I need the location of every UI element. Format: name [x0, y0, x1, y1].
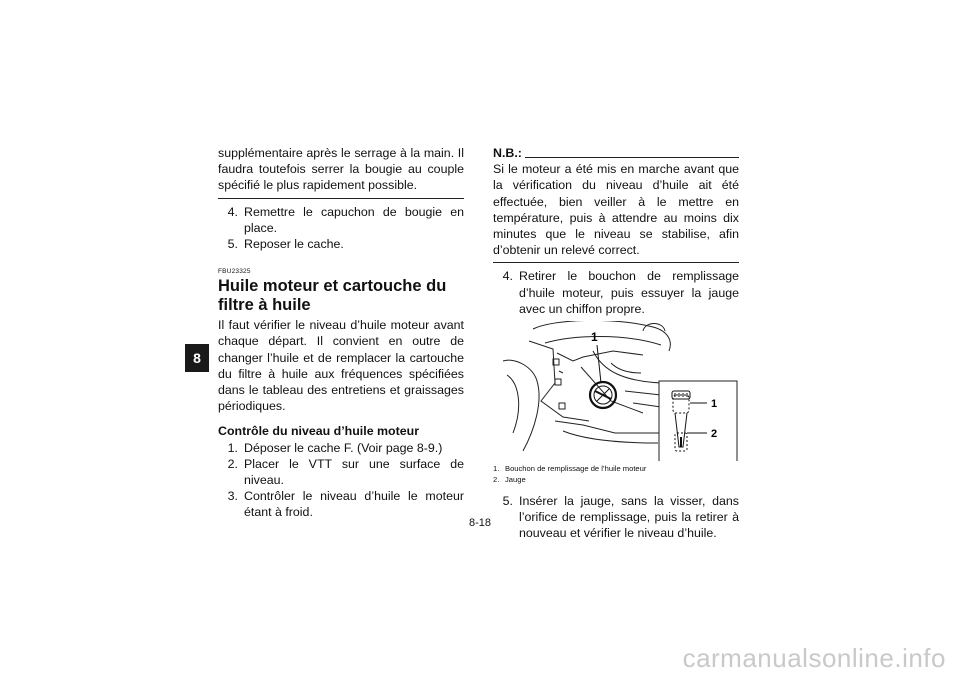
note-text: Si le moteur a été mis en marche avant que la vérification du niveau d’huile ait été effectuée, bien veiller à le mettre en température, puis à attendre au moins dix minutes que le niveau se stabilise, afin d’obtenir un relevé correct. [493, 162, 739, 258]
caption-text: Jauge [505, 475, 526, 485]
step-number: 5. [502, 494, 513, 509]
step-text: Contrôler le niveau d’huile le moteur étant à froid. [244, 489, 464, 520]
caption-item [493, 474, 739, 485]
divider [218, 198, 464, 199]
caption-number: 2. [493, 475, 500, 485]
subsection-heading: Contrôle du niveau d’huile moteur [218, 424, 420, 439]
reference-code: FBU23325 [218, 268, 251, 276]
right-column [493, 145, 739, 542]
caption-item [493, 463, 739, 474]
chapter-tab [185, 344, 209, 372]
caption-number: 1. [493, 464, 500, 474]
step-item [493, 268, 739, 317]
step-text: Remettre le capuchon de bougie en place. [244, 204, 464, 235]
step-text: Placer le VTT sur une surface de niveau. [244, 456, 464, 488]
step-number: 1. [227, 440, 238, 455]
note-label: N.B.: [493, 146, 522, 160]
note-header-line [525, 157, 739, 158]
watermark: carmanualsonline.info [682, 643, 946, 673]
chapter-tab-number: 8 [193, 350, 201, 366]
step-item [218, 204, 464, 236]
note-header [493, 145, 739, 161]
intro-paragraph: supplémentaire après le serrage à la main. Il faudra toutefois serrer la bougie au couple spécifié le plus rapidement possible. [218, 146, 464, 193]
caption-text: Bouchon de remplissage de l’huile moteur [505, 464, 647, 474]
figure-captions [493, 463, 739, 485]
engine-oil-figure [493, 321, 739, 461]
step-text: Insérer la jauge, sans la visser, dans l’orifice de remplissage, puis la retirer à nouveau et vérifier le niveau d’huile. [519, 494, 739, 541]
section-paragraph: Il faut vérifier le niveau d’huile moteur avant chaque départ. Il convient en outre de changer l’huile et de remplacer la cartouche du filtre à huile aux fréquences spécifiées dans le tableau des entretiens et graissages périodiques. [218, 318, 464, 414]
inset-label-1: 1 [711, 398, 718, 411]
section-heading: Huile moteur et cartouche du filtre à huile [218, 277, 447, 315]
step-text: Retirer le bouchon de remplissage d’huile moteur, puis essuyer la jauge avec un chiffon propre. [519, 269, 739, 316]
step-number: 3. [227, 489, 238, 504]
step-number: 5. [227, 237, 238, 252]
step-text: Déposer le cache F. (Voir page 8-9.) [244, 440, 443, 455]
step-item [218, 236, 464, 252]
divider [493, 262, 739, 263]
step-item [218, 488, 464, 520]
engine-illustration [493, 321, 739, 461]
inset-box [659, 381, 737, 461]
step-text: Reposer le cache. [244, 237, 344, 252]
left-column [218, 145, 464, 521]
step-number: 2. [227, 456, 238, 471]
steps-list [218, 440, 464, 521]
step-item [218, 440, 464, 456]
inset-label-2: 2 [711, 428, 718, 441]
page-number: 8-18 [468, 517, 492, 529]
figure-label-main: 1 [591, 330, 598, 345]
step-item [218, 456, 464, 488]
step-number: 4. [227, 204, 238, 219]
steps-top [218, 204, 464, 253]
step-number: 4. [502, 269, 513, 284]
